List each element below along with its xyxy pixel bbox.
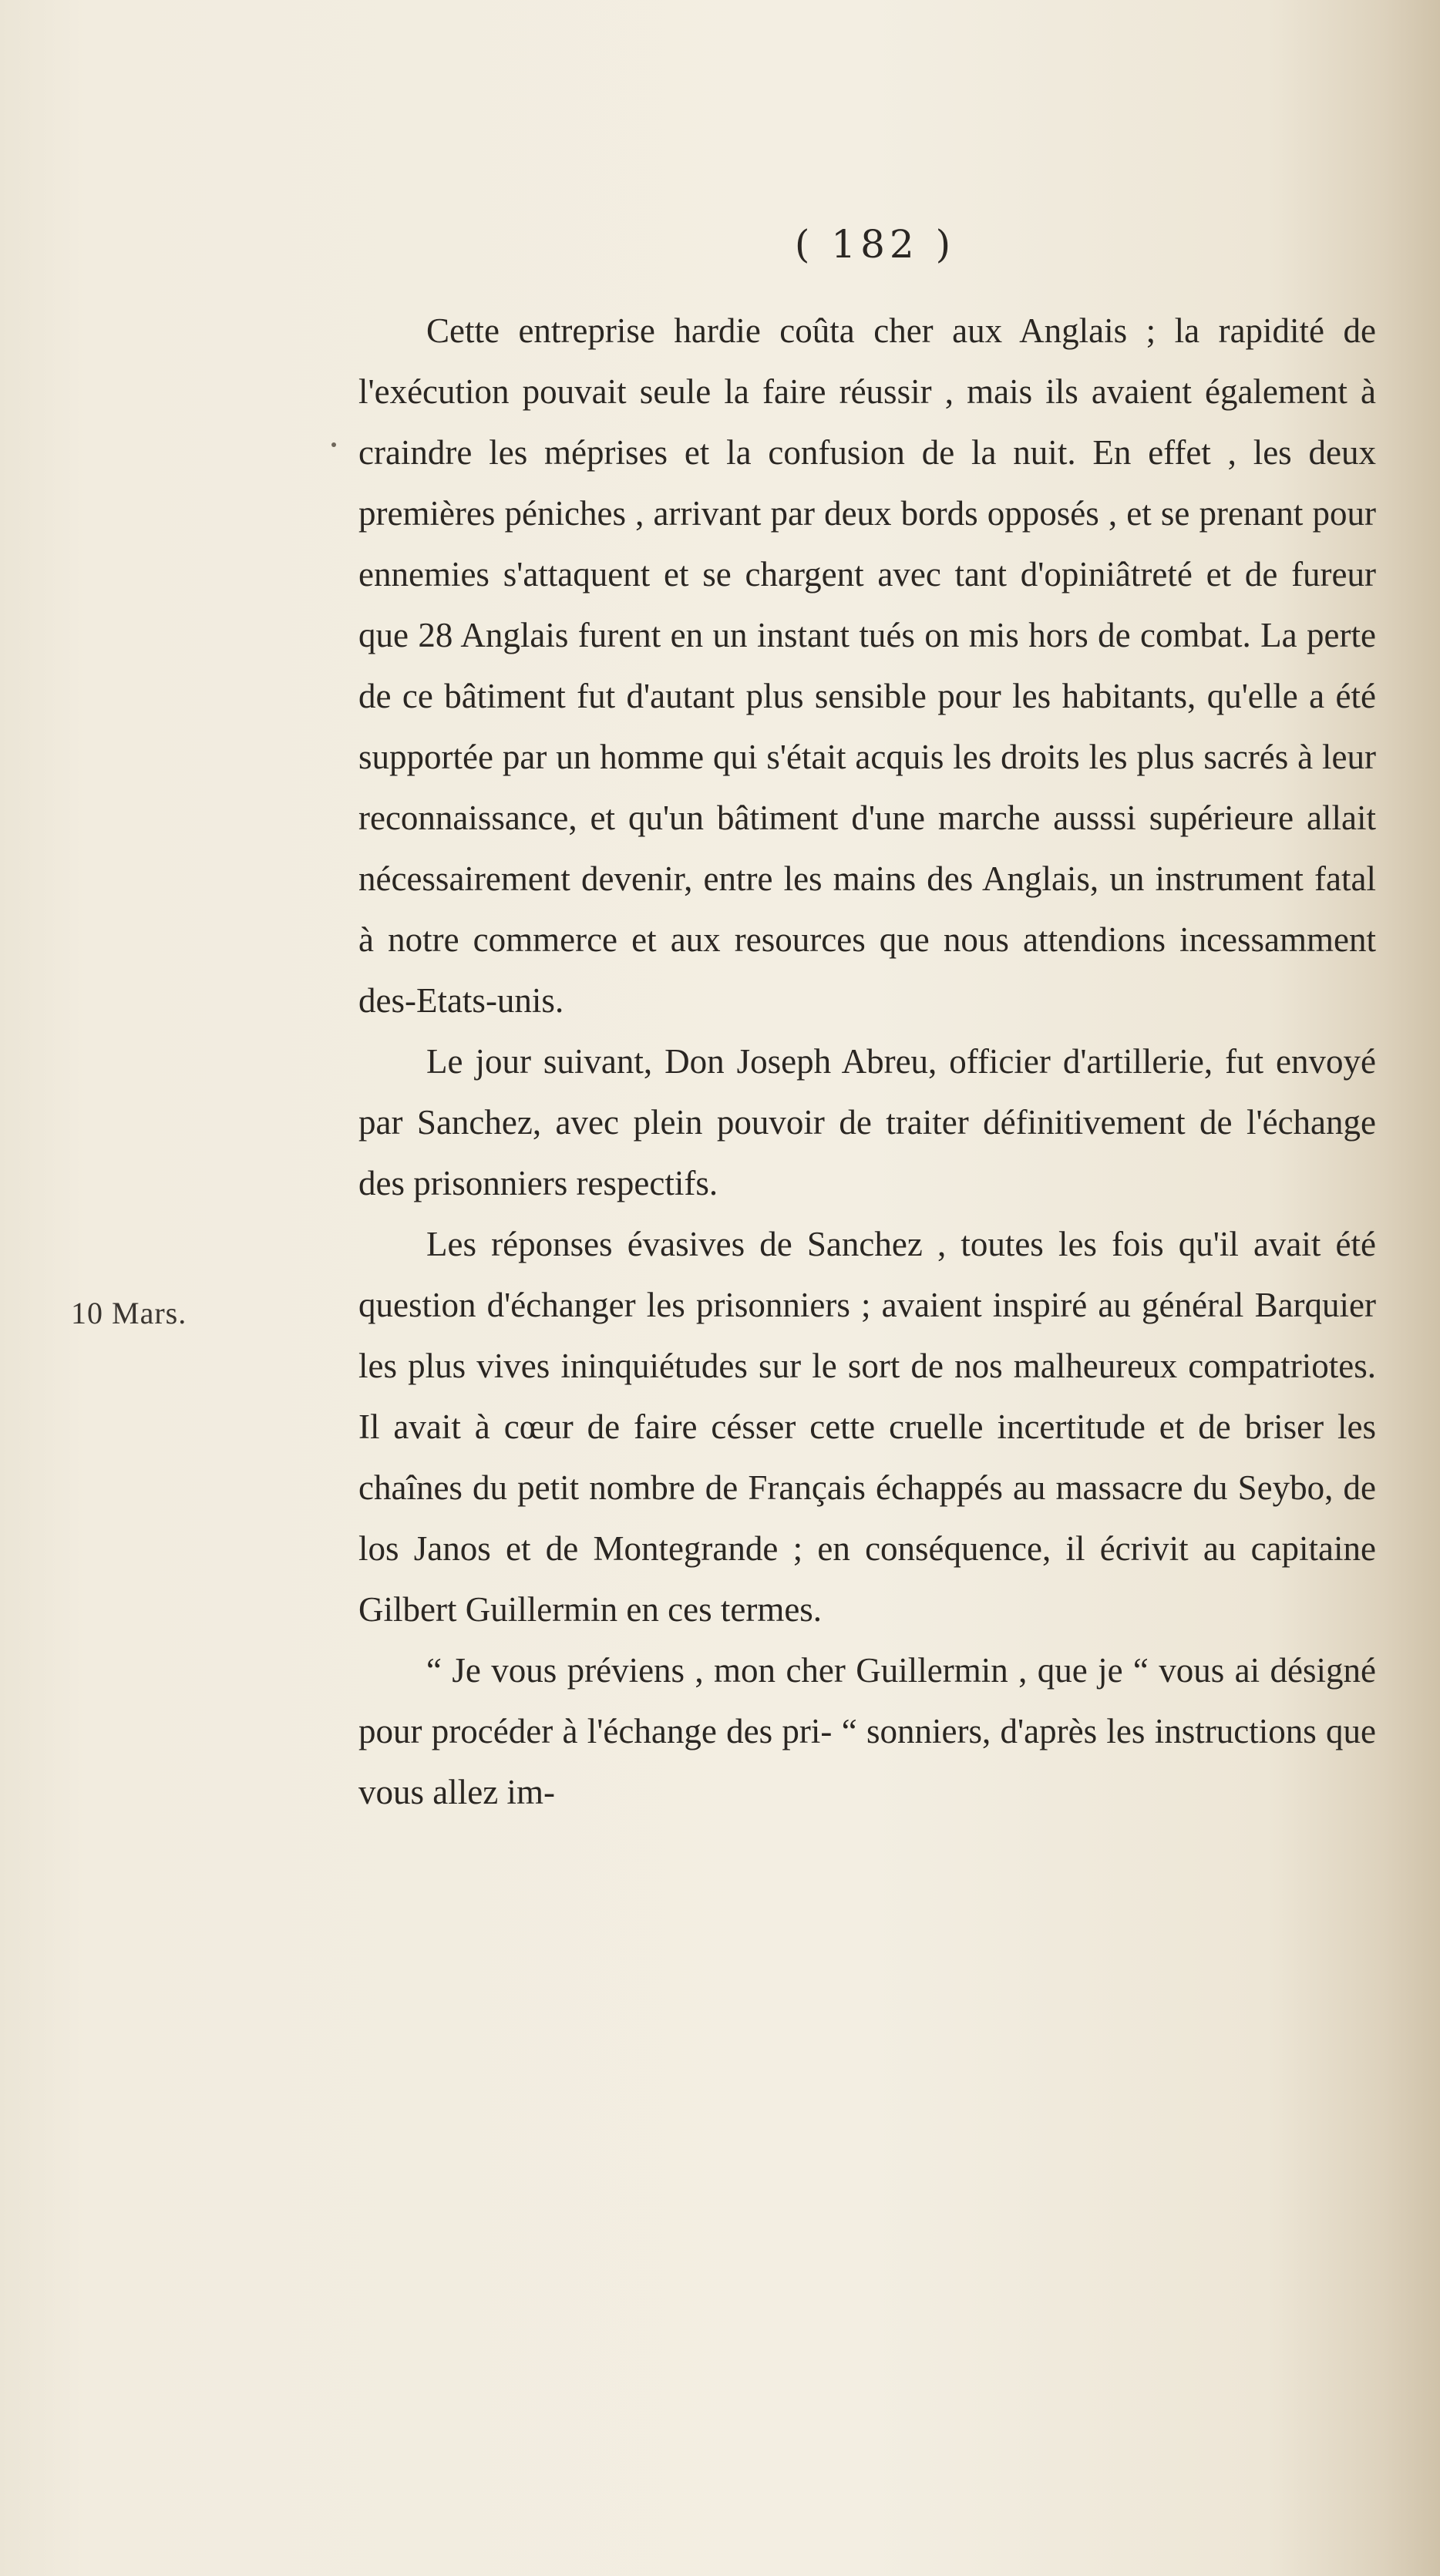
paragraph-3: Les réponses évasives de Sanchez , toutes les fois qu'il avait été question d'échanger les prisonniers ; avaient inspiré au général Barquier les plus vives ininquiétudes sur le sort de nos malheureux compatriotes. Il avait à cœur de faire césser cette cruelle incertitude et de briser les chaînes du petit nombre de Français échappés au massacre du Seybo, de los Janos et de Montegrande ; en conséquence, il écrivit au capitaine Gilbert Guillermin en ces termes. [358, 1225, 1376, 1629]
body-text [358, 301, 1376, 1823]
paragraph-2: Le jour suivant, Don Joseph Abreu, officier d'artillerie, fut envoyé par Sanchez, avec plein pouvoir de traiter définitivement de l'échange des prisonniers respectifs. [358, 1042, 1376, 1202]
page-number: ( 182 ) [794, 222, 956, 267]
margin-date-note: 10 Mars. [71, 1296, 187, 1330]
paragraph-4-quote: “ Je vous préviens , mon cher Guillermin , que je “ vous ai désigné pour procéder à l'échange des pri- “ sonniers, d'après les instructions que vous allez im- [358, 1651, 1376, 1811]
ink-speck [331, 442, 336, 447]
paragraph-1: Cette entreprise hardie coûta cher aux Anglais ; la rapidité de l'exécution pouvait seule la faire réussir , mais ils avaient également à craindre les méprises et la confusion de la nuit. En effet , les deux premières péniches , arrivant par deux bords opposés , et se prenant pour ennemies s'attaquent et se chargent avec tant d'opiniâtreté et de fureur que 28 Anglais furent en un instant tués on mis hors de combat. La perte de ce bâtiment fut d'autant plus sensible pour les habitants, qu'elle a été supportée par un homme qui s'était acquis les droits les plus sacrés à leur reconnaissance, et qu'un bâtiment d'une marche ausssi supérieure allait nécessairement devenir, entre les mains des Anglais, un instrument fatal à notre commerce et aux resources que nous attendions incessamment des-Etats-unis. [358, 311, 1376, 1020]
